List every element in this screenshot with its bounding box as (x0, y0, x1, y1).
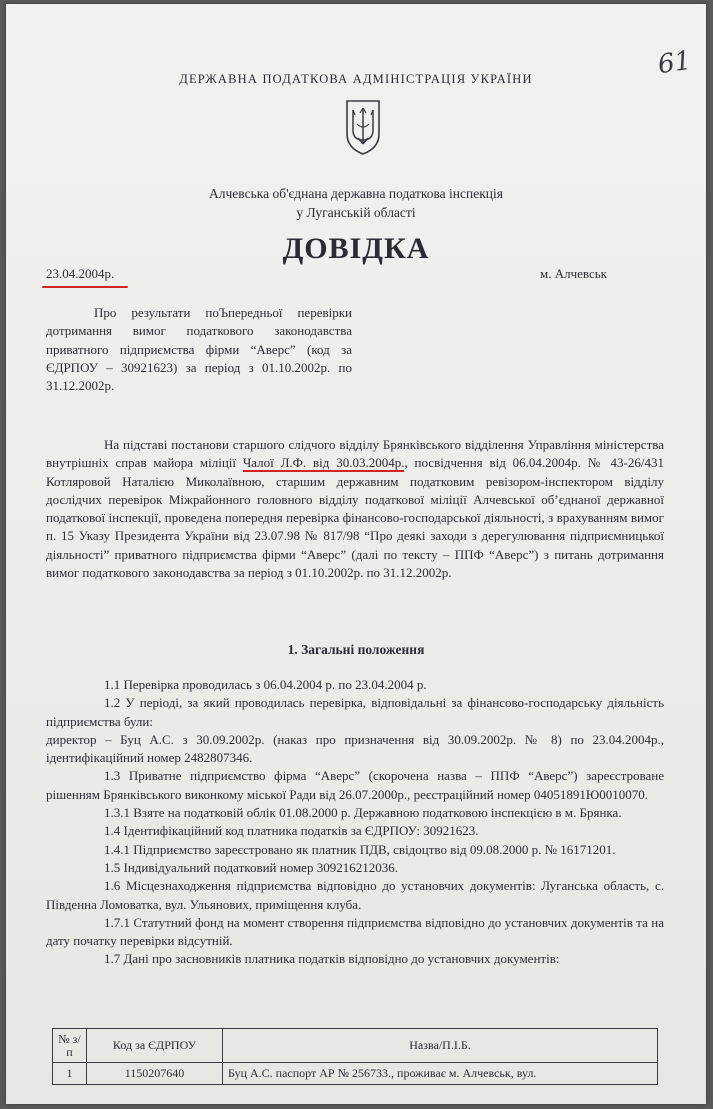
document-date: 23.04.2004р. (46, 266, 115, 281)
section-paragraph: 1.4.1 Підприємство зареєстровано як платник ПДВ, свідоцтво від 09.08.2000 р. № 16171201. (104, 841, 616, 857)
cell-number: 1 (53, 1063, 87, 1085)
section-paragraph: 1.7.1 Статутний фонд на момент створення підприємства відповідно до установчих документів та на дату початку перевірки відсутній. (46, 914, 664, 949)
header-name: Назва/П.І.Б. (223, 1029, 658, 1063)
inspection-name (6, 184, 706, 222)
founders-table (52, 1028, 658, 1085)
section-paragraph: 1.6 Місцезнаходження підприємства відповідно до установчих документів: Луганська область, с. Південна Ломоватка, вул. Ульянових, приміщення клуба. (46, 878, 664, 912)
trident-emblem-icon (344, 98, 382, 156)
section-paragraph: 1.2 У періоді, за який проводилась перевірка, відповідальні за фінансово-господарську діяльність підприємства були: (46, 695, 664, 729)
section-paragraph: 1.3.1 Взяте на податковій облік 01.08.2000 р. Державною податковою інспекцією в м. Брянка. (104, 805, 622, 821)
table-header-row (53, 1029, 658, 1063)
header-code: Код за ЄДРПОУ (87, 1029, 223, 1063)
section-paragraph: 1.3 Приватне підприємство фірма “Аверс” (скорочена назва – ППФ “Аверс”) зареєстроване рішенням Брянківського виконкому міської Ради від 26.07.2000р., реєстраційний номер 04051891Ю0010070. (46, 768, 664, 802)
document-title: ДОВІДКА (282, 232, 430, 265)
inspection-line-1: Алчевська об'єднана державна податкова інспекція (209, 186, 503, 201)
inspection-line-2: у Луганській області (296, 205, 416, 220)
header-number: № з/п (53, 1029, 87, 1063)
section-title: 1. Загальні положення (287, 642, 425, 657)
document-subject: Про результати поЪпередньої перевірки дотримання вимог податкового законодавства приватного підприємства фірми “Аверс” (код за ЄДРПОУ – 30921623) за період з 01.10.2002р. по 31.12.2002р. (46, 305, 352, 394)
handwritten-page-number: 61 (656, 45, 694, 81)
section-paragraph: директор – Буц А.С. з 30.09.2002р. (наказ про призначення від 30.09.2002р. № 8) по 23.04.2004р., ідентифікаційний номер 2482807346. (46, 731, 664, 766)
agency-title: ДЕРЖАВНА ПОДАТКОВА АДМІНІСТРАЦІЯ УКРАЇНИ (179, 72, 533, 86)
main-paragraph-highlight: Чалої Л.Ф. від 30.03.2004р. (242, 455, 405, 471)
section-paragraph: 1.1 Перевірка проводилась з 06.04.2004 р. по 23.04.2004 р. (104, 677, 427, 692)
section-body (46, 676, 664, 969)
main-paragraph-part2: , посвідчення від 06.04.2004р. № 43-26/431 Котляровой Наталією Миколаївною, старшим державним податковим ревізором-інспектором відділу дослідчих перевірок Міжрайонного головного відділу податкової міліції Алчевської об’єднаної державної податкової інспекції, проведена попередня перевірка фінансово-господарської діяльності, з врахуванням вимог п. 15 Указу Президента України від 23.07.98 № 817/98 “Про деякі заходи з дерегулювання підприємницької діяльності” приватного підприємства фірми “Аверс” (далі по тексту – ППФ “Аверс”) з питань дотримання вимог податкового законодавства за період з 01.10.2002р. по 31.12.2002р. (46, 455, 664, 581)
table-row (53, 1063, 658, 1085)
date-underline (42, 286, 128, 288)
section-paragraph: 1.4 Ідентифікаційний код платника податків за ЄДРПОУ: 30921623. (104, 823, 479, 839)
cell-code: 1150207640 (87, 1063, 223, 1085)
cell-name: Буц А.С. паспорт АР № 256733., проживає м. Алчевськ, вул. (223, 1063, 658, 1085)
main-paragraph-part1: На підставі постанови старшого слідчого відділу Брянківського відділення Управління міністерства внутрішніх справ майора міліції (46, 437, 664, 471)
document-city: м. Алчевськ (540, 266, 607, 281)
section-paragraph: 1.7 Дані про засновників платника податків відповідно до установчих документів: (104, 951, 560, 967)
section-paragraph: 1.5 Індивідуальний податковий номер 309216212036. (104, 859, 398, 875)
document-page (6, 4, 706, 1104)
main-paragraph (46, 436, 664, 582)
